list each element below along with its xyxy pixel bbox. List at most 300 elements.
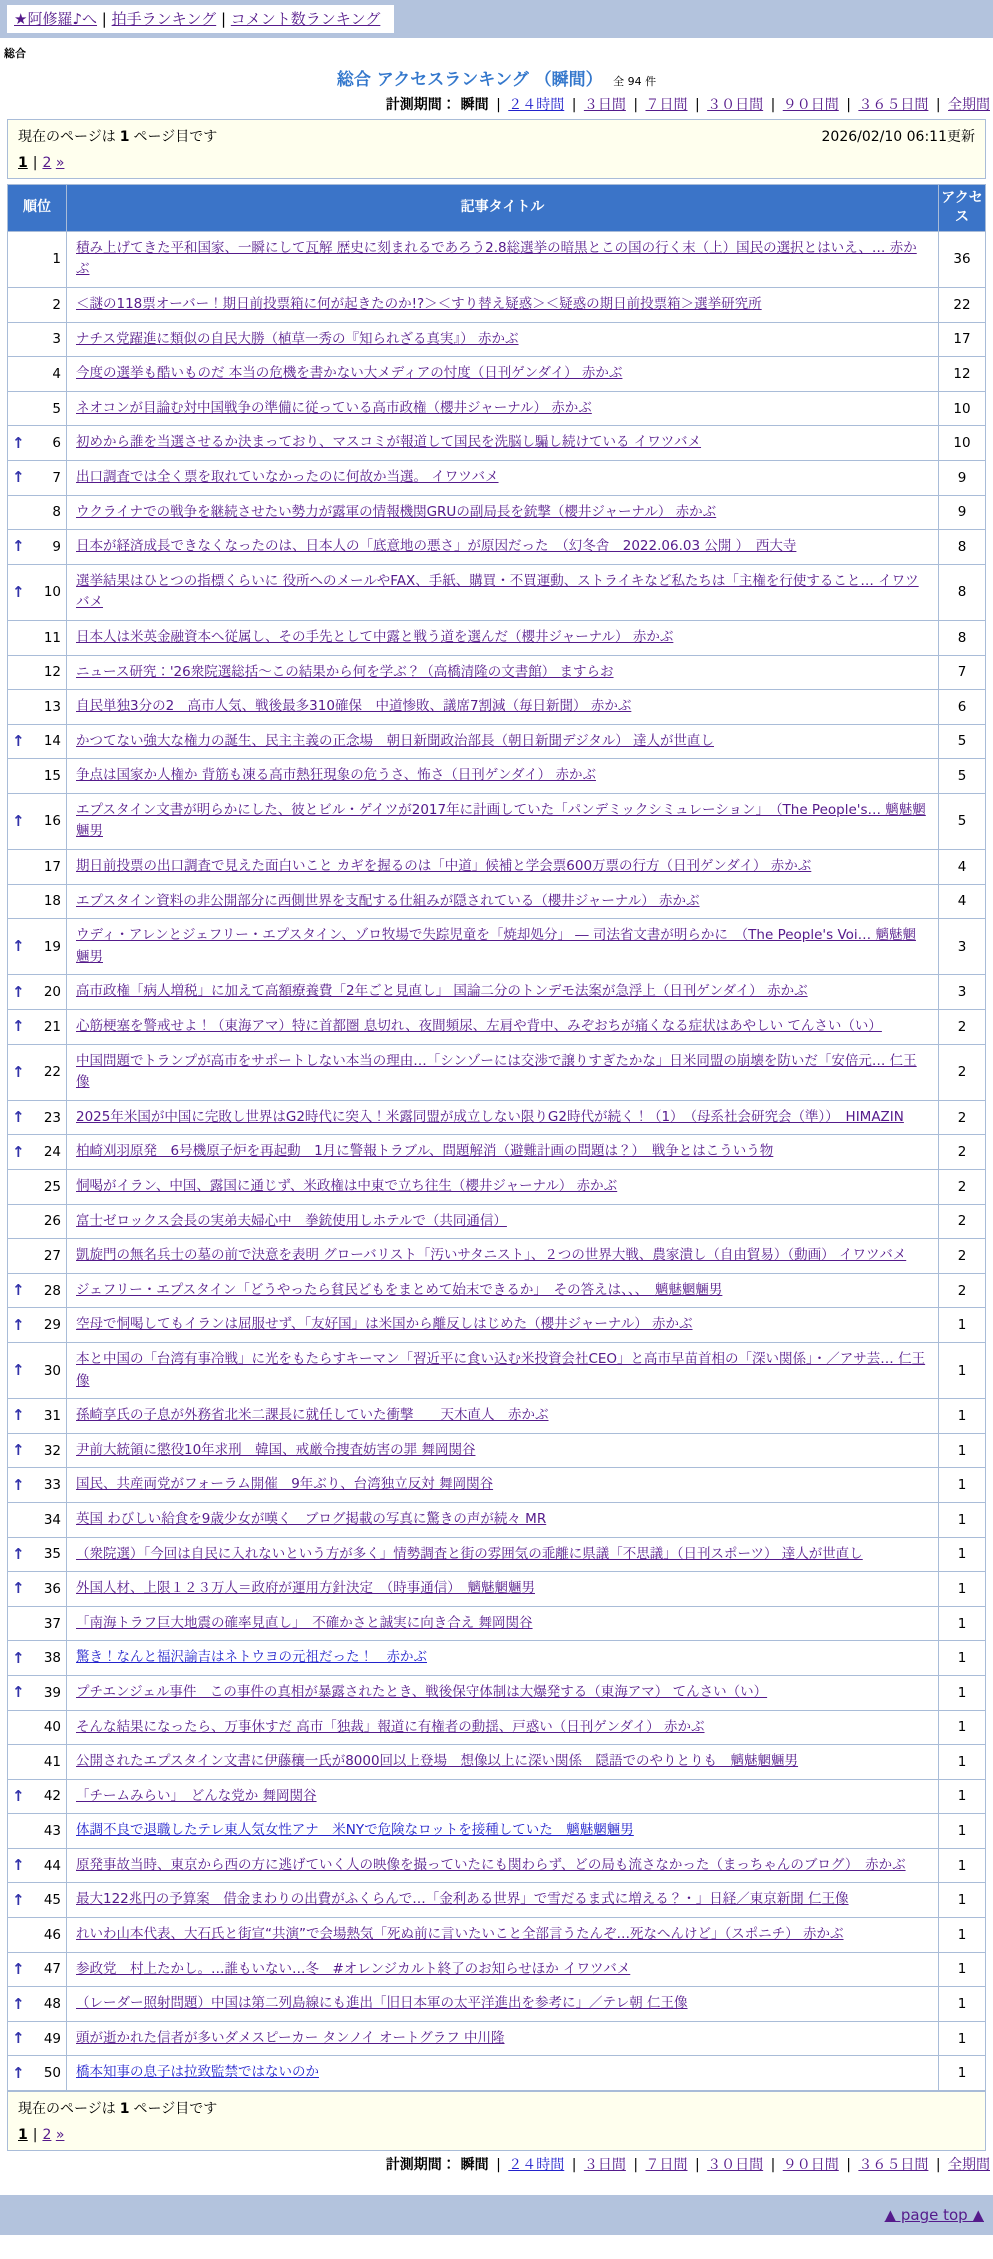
table-row [8, 426, 986, 461]
article-link[interactable]: （レーダー照射問題）中国は第二列島線にも進出「旧日本軍の太平洋進出を参考に」／テレ朝 仁王像 [76, 1995, 688, 2012]
rank-cell [8, 564, 67, 620]
period-link[interactable]: ２４時間 [508, 97, 565, 113]
rank-number: 23 [43, 1109, 61, 1126]
title-cell [67, 2056, 939, 2091]
period-separator: | [628, 2157, 643, 2174]
rank-number: 17 [43, 858, 61, 875]
table-row [8, 1952, 986, 1987]
title-cell [67, 564, 939, 620]
rank-up-icon: ↑ [12, 1856, 25, 1875]
article-link[interactable]: 出口調査では全く票を取れていなかったのに何故か当選。 イワツバメ [76, 468, 499, 485]
top-band [0, 0, 993, 38]
table-row [8, 724, 986, 759]
title-cell [67, 426, 939, 461]
table-row [8, 1987, 986, 2022]
rank-cell [8, 1433, 67, 1468]
pager-current-page: 1 [18, 155, 28, 171]
article-link[interactable]: かつてない強大な権力の誕生、民主主義の正念場 朝日新聞政治部長（朝日新聞デジタル） 達人が世直し [76, 732, 714, 749]
article-link[interactable]: 尹前大統領に懲役10年求刑 韓国、戒厳令捜査妨害の罪 舞岡関谷 [76, 1441, 476, 1458]
rank-number: 3 [52, 331, 61, 348]
rank-up-icon: ↑ [12, 811, 25, 830]
access-count: 1 [939, 1641, 986, 1676]
access-count: 1 [939, 1502, 986, 1537]
table-row [8, 1675, 986, 1710]
title-cell [67, 1135, 939, 1170]
current-page-number: 1 [119, 2101, 130, 2118]
article-link[interactable]: 参政党 村上たかし。…誰もいない…冬 #オレンジカルト終了のお知らせほか イワツバメ [76, 1960, 631, 1977]
table-row [8, 1502, 986, 1537]
rank-number: 18 [43, 893, 61, 910]
rank-up-icon: ↑ [12, 1544, 25, 1563]
table-row [8, 1606, 986, 1641]
title-cell [67, 793, 939, 849]
rank-number: 33 [43, 1477, 61, 1494]
access-count: 9 [939, 495, 986, 530]
rank-cell [8, 975, 67, 1010]
rank-cell [8, 1135, 67, 1170]
access-count: 1 [939, 1987, 986, 2022]
article-link[interactable]: 公開されたエプスタイン文書に伊藤穰一氏が8000回以上登場 想像以上に深い関係 隠語でのやりとりも 魑魅魍魎男 [76, 1753, 799, 1770]
period-link[interactable]: ３０日間 [707, 2157, 764, 2174]
article-link[interactable]: 選挙結果はひとつの指標くらいに 役所へのメールやFAX、手紙、購買・不買運動、ストライキなど私たちは「主権を行使すること… イワツバメ [76, 572, 919, 611]
article-link[interactable]: 中国問題でトランプが高市をサポートしない本当の理由…「シンゾーには交渉で譲りすぎたかな」日米同盟の崩壊を防いだ「安倍元… 仁王像 [76, 1052, 917, 1091]
article-link[interactable]: れいわ山本代表、大石氏と街宣“共演”で会場熱気「死ぬ前に言いたいこと全部言うたんぞ…死なへんけど」（スポニチ） 赤かぶ [76, 1926, 844, 1943]
rank-cell [8, 1814, 67, 1849]
page-top-link[interactable]: ▲ page top ▲ [884, 2206, 984, 2225]
article-link[interactable]: 恫喝がイラン、中国、露国に通じず、米政権は中東で立ち往生（櫻井ジャーナル） 赤かぶ [76, 1178, 618, 1194]
table-row [8, 1433, 986, 1468]
access-count: 1 [939, 1952, 986, 1987]
article-link[interactable]: 2025年米国が中国に完敗し世界はG2時代に突入！米露同盟が成立しない限りG2時代が続く！（1） （母系社会研究会（準）） HIMAZIN [76, 1108, 904, 1125]
article-link[interactable]: ネオコンが目論む対中国戦争の準備に従っている高市政権（櫻井ジャーナル） 赤かぶ [76, 399, 592, 416]
access-count: 1 [939, 1308, 986, 1343]
rank-number: 11 [43, 629, 61, 646]
article-link[interactable]: そんな結果になったら、万事休すだ 高市「独裁」報道に有権者の動揺、戸惑い（日刊ゲンダイ） 赤かぶ [76, 1718, 705, 1735]
rank-number: 5 [52, 400, 61, 417]
access-count: 5 [939, 724, 986, 759]
period-current: 瞬間 [460, 2157, 489, 2174]
rank-cell [8, 2021, 67, 2056]
table-row [8, 1779, 986, 1814]
title-cell [67, 1399, 939, 1434]
rank-cell [8, 391, 67, 426]
article-link[interactable]: 橋本知事の息子は拉致監禁ではないのか [76, 2064, 319, 2081]
rank-cell [8, 1918, 67, 1953]
article-link[interactable]: 期日前投票の出口調査で見えた面白いこと カギを握るのは「中道」候補と学会票600万票の行方（日刊ゲンダイ） 赤かぶ [76, 858, 812, 875]
rank-cell [8, 1779, 67, 1814]
rank-cell [8, 1100, 67, 1135]
pager-page-link[interactable]: » [55, 2127, 65, 2144]
access-count: 1 [939, 1537, 986, 1572]
rank-cell [8, 724, 67, 759]
title-cell [67, 1952, 939, 1987]
article-link[interactable]: 争点は国家か人権か 背筋も凍る高市熱狂現象の危うさ、怖さ（日刊ゲンダイ） 赤かぶ [76, 767, 596, 784]
period-selector [0, 2151, 993, 2179]
title-cell [67, 1044, 939, 1100]
access-count: 1 [939, 2021, 986, 2056]
title-cell [67, 322, 939, 357]
top-nav-link[interactable]: 拍手ランキング [111, 10, 217, 28]
rank-cell [8, 620, 67, 655]
article-link[interactable]: ジェフリー・エプスタイン「どうやったら貧民どもをまとめて始末できるか」 その答えは、、、 魑魅魍魎男 [76, 1281, 723, 1298]
pager-page-link[interactable]: » [55, 155, 65, 171]
title-cell [67, 1273, 939, 1308]
bottom-spacer [0, 2235, 993, 2259]
period-link[interactable]: ３６５日間 [858, 2157, 929, 2174]
article-link[interactable]: 「チームみらい」 どんな党か 舞岡関谷 [76, 1787, 317, 1804]
access-count: 22 [939, 287, 986, 322]
rank-cell [8, 919, 67, 975]
period-link[interactable]: ９０日間 [782, 97, 839, 113]
title-cell [67, 1883, 939, 1918]
title-cell [67, 1010, 939, 1045]
article-link[interactable]: （衆院選）「今回は自民に入れないという方が多く」情勢調査と街の雰囲気の乖離に県議「不思議」（日刊スポーツ） 達人が世直し [76, 1545, 863, 1562]
rank-number: 30 [43, 1362, 61, 1379]
period-link[interactable]: 全期間 [948, 2157, 990, 2174]
period-link[interactable]: ３６５日間 [858, 97, 929, 113]
rank-up-icon: ↑ [12, 731, 25, 750]
period-link[interactable]: ７日間 [645, 97, 688, 113]
article-link[interactable]: 柏崎刈羽原発 6号機原子炉を再起動 1月に警報トラブル、問題解消（避難計画の問題は？） 戦争とはこういう物 [76, 1143, 774, 1160]
ranking-table [7, 184, 986, 2091]
rank-number: 20 [43, 984, 61, 1001]
rank-number: 45 [43, 1892, 61, 1909]
period-separator: | [690, 2157, 705, 2174]
title-cell [67, 1572, 939, 1607]
title-cell [67, 1987, 939, 2022]
article-link[interactable]: ニュース研究：'26衆院選総括～この結果から何を学ぶ？（高橋清隆の文書館） ますらお [76, 663, 614, 680]
table-row [8, 1537, 986, 1572]
article-link[interactable]: 富士ゼロックス会長の実弟夫婦心中 拳銃使用しホテルで（共同通信） [76, 1212, 507, 1229]
title-cell [67, 655, 939, 690]
rank-up-icon: ↑ [12, 1648, 25, 1667]
period-link[interactable]: 全期間 [948, 97, 990, 113]
rank-number: 36 [43, 1580, 61, 1597]
rank-up-icon: ↑ [12, 1406, 25, 1425]
rank-number: 44 [43, 1857, 61, 1874]
rank-cell [8, 690, 67, 725]
title-cell [67, 1308, 939, 1343]
title-cell [67, 1502, 939, 1537]
access-count: 1 [939, 1710, 986, 1745]
rank-number: 16 [43, 813, 61, 830]
rank-cell [8, 1239, 67, 1274]
rank-number: 26 [43, 1213, 61, 1230]
current-page-suffix: ページ目です [133, 2101, 218, 2118]
table-row [8, 1572, 986, 1607]
table-row [8, 1918, 986, 1953]
rank-cell [8, 850, 67, 885]
rank-cell [8, 1606, 67, 1641]
table-row [8, 1204, 986, 1239]
access-count: 6 [939, 690, 986, 725]
period-separator: | [931, 97, 945, 113]
title-cell [67, 1710, 939, 1745]
article-link[interactable]: 日本人は米英金融資本へ従属し、その手先として中露と戦う道を選んだ（櫻井ジャーナル） 赤かぶ [76, 628, 674, 645]
period-separator: | [567, 2157, 581, 2174]
pager-page-link[interactable]: 2 [42, 155, 52, 171]
rank-cell [8, 1537, 67, 1572]
article-link[interactable]: エプスタイン資料の非公開部分に西側世界を支配する仕組みが隠されている（櫻井ジャーナル） 赤かぶ [76, 892, 700, 909]
rank-number: 8 [52, 504, 61, 521]
rank-number: 6 [52, 435, 61, 452]
rank-up-icon: ↑ [12, 468, 25, 487]
period-separator: | [931, 2157, 945, 2174]
title-cell [67, 2021, 939, 2056]
article-link[interactable]: 本と中国の「台湾有事冷戦」に光をもたらすキーマン「習近平に食い込む米投資会社CEO」と高市早苗首相の「深い関係」・／アサ芸… 仁王像 [76, 1350, 926, 1389]
rank-number: 9 [52, 538, 61, 555]
access-count: 5 [939, 793, 986, 849]
rank-up-icon: ↑ [12, 1959, 25, 1978]
rank-number: 4 [52, 365, 61, 382]
table-row [8, 1044, 986, 1100]
period-link[interactable]: ３０日間 [707, 97, 764, 113]
table-row [8, 1239, 986, 1274]
access-count: 8 [939, 530, 986, 565]
table-row [8, 1273, 986, 1308]
article-link[interactable]: 「南海トラフ巨大地震の確率見直し」 不確かさと誠実に向き合え 舞岡関谷 [76, 1614, 533, 1631]
table-row [8, 1468, 986, 1503]
rank-number: 2 [52, 296, 61, 313]
rank-up-icon: ↑ [12, 982, 25, 1001]
table-row [8, 391, 986, 426]
period-separator: | [841, 2157, 856, 2174]
access-count: 1 [939, 1814, 986, 1849]
article-link[interactable]: 外国人材、上限１２３万人＝政府が運用方針決定 （時事通信） 魑魅魍魎男 [76, 1580, 535, 1597]
period-link[interactable]: ７日間 [645, 2157, 688, 2174]
article-link[interactable]: 孫崎享氏の子息が外務省北米二課長に就任していた衝撃 天木直人 赤かぶ [76, 1407, 549, 1424]
rank-cell [8, 460, 67, 495]
pager-page-link[interactable]: 2 [42, 2127, 52, 2144]
article-link[interactable]: 初めから誰を当選させるか決まっており、マスコミが報道して国民を洗脳し騙し続けている イワツバメ [76, 434, 702, 451]
pager-box-bottom [7, 2091, 986, 2151]
article-link[interactable]: エプスタイン文書が明らかにした、彼とビル・ゲイツが2017年に計画していた「パンデミックシミュレーション」 （The People's… 魑魅魍魎男 [76, 801, 926, 840]
access-count: 1 [939, 1342, 986, 1398]
title-column-header: 記事タイトル [67, 185, 939, 232]
title-line [0, 63, 993, 91]
top-nav [7, 5, 394, 33]
table-row [8, 357, 986, 392]
article-link[interactable]: 空母で恫喝してもイランは屈服せず、「友好国」は米国から離反しはじめた（櫻井ジャーナル） 赤かぶ [76, 1316, 693, 1333]
access-count: 1 [939, 1918, 986, 1953]
access-count: 1 [939, 1399, 986, 1434]
table-row [8, 793, 986, 849]
access-count: 8 [939, 620, 986, 655]
rank-number: 49 [43, 2030, 61, 2047]
article-link[interactable]: 原発事故当時、東京から西の方に逃げていく人の映像を撮っていたにも関わらず、どの局も流さなかった（まっちゃんのブログ） 赤かぶ [76, 1856, 906, 1873]
article-link[interactable]: 国民、共産両党がフォーラム開催 9年ぶり、台湾独立反対 舞岡関谷 [76, 1476, 494, 1493]
period-link[interactable]: ３日間 [583, 97, 626, 113]
article-link[interactable]: ＜謎の118票オーバー！期日前投票箱に何が起きたのか!?＞＜すり替え疑惑＞＜疑惑の期日前投票箱＞選挙研究所 [76, 295, 762, 312]
title-cell [67, 620, 939, 655]
table-row [8, 1883, 986, 1918]
rank-cell [8, 1675, 67, 1710]
rank-number: 39 [43, 1684, 61, 1701]
period-link[interactable]: ３日間 [583, 2157, 626, 2174]
title-cell [67, 1100, 939, 1135]
access-count: 1 [939, 1468, 986, 1503]
access-column-header: アクセス [939, 185, 986, 232]
rank-cell [8, 357, 67, 392]
current-page-text [18, 2098, 217, 2118]
rank-cell [8, 287, 67, 322]
rank-cell [8, 495, 67, 530]
rank-number: 12 [43, 664, 61, 681]
article-link[interactable]: 最大122兆円の予算案 借金まわりの出費がふくらんで…「金利ある世界」で雪だるま式に増える？・」日経／東京新聞 仁王像 [76, 1891, 849, 1908]
article-link[interactable]: 頭が逝かれた信者が多いダメスピーカー タンノイ オートグラフ 中川隆 [76, 2029, 505, 2046]
title-cell [67, 391, 939, 426]
access-count: 5 [939, 759, 986, 794]
rank-cell [8, 1987, 67, 2022]
rank-up-icon: ↑ [12, 1994, 25, 2013]
table-row [8, 975, 986, 1010]
article-link[interactable]: 高市政権「病人増税」に加えて高額療養費「2年ごと見直し」 国論二分のトンデモ法案が急浮上（日刊ゲンダイ） 赤かぶ [76, 983, 808, 1000]
table-row [8, 231, 986, 287]
rank-number: 41 [43, 1753, 61, 1770]
access-count: 2 [939, 1170, 986, 1205]
title-cell [67, 1537, 939, 1572]
rank-number: 22 [43, 1064, 61, 1081]
title-cell [67, 1675, 939, 1710]
rank-cell [8, 322, 67, 357]
period-separator: | [567, 97, 581, 113]
rank-cell [8, 1952, 67, 1987]
rank-up-icon: ↑ [12, 1786, 25, 1805]
rank-up-icon: ↑ [12, 1017, 25, 1036]
table-row [8, 1848, 986, 1883]
rank-number: 38 [43, 1650, 61, 1667]
title-cell [67, 1641, 939, 1676]
access-count: 2 [939, 1010, 986, 1045]
article-link[interactable]: 積み上げてきた平和国家、一瞬にして瓦解 歴史に刻まれるであろう2.8総選挙の暗黒とこの国の行く末（上）国民の選択とはいえ、… 赤かぶ [76, 239, 917, 278]
article-link[interactable]: 日本が経済成長できなくなったのは、日本人の「底意地の悪さ」が原因だった （幻冬舎 2022.06.03 公開 ） 西大寺 [76, 538, 797, 555]
table-row [8, 1641, 986, 1676]
table-row [8, 460, 986, 495]
rank-up-icon: ↑ [12, 2063, 25, 2082]
rank-up-icon: ↑ [12, 1890, 25, 1909]
rank-number: 21 [43, 1018, 61, 1035]
table-row [8, 564, 986, 620]
article-link[interactable]: ウクライナでの戦争を継続させたい勢力が露軍の情報機関GRUの副局長を銃撃（櫻井ジャーナル） 赤かぶ [76, 503, 717, 520]
rank-cell [8, 1399, 67, 1434]
top-nav-link[interactable]: ★阿修羅♪へ [14, 10, 98, 28]
rank-cell [8, 1745, 67, 1780]
rank-number: 37 [43, 1615, 61, 1632]
rank-number: 28 [43, 1282, 61, 1299]
current-page-number: 1 [119, 129, 130, 145]
rank-number: 10 [43, 584, 61, 601]
title-cell [67, 1170, 939, 1205]
article-link[interactable]: 心筋梗塞を警戒せよ！（東海アマ）特に首都圏 息切れ、夜間頻尿、左肩や背中、みぞおちが痛くなる症状はあやしい てんさい（い） [76, 1018, 882, 1035]
article-link[interactable]: ナチス党躍進に類似の自民大勝（植草一秀の『知られざる真実』） 赤かぶ [76, 330, 519, 347]
access-count: 1 [939, 1606, 986, 1641]
period-link[interactable]: ９０日間 [782, 2157, 839, 2174]
top-nav-link[interactable]: コメント数ランキング [230, 10, 381, 28]
period-label: 計測期間： [385, 2157, 461, 2174]
title-cell [67, 1745, 939, 1780]
rank-number: 29 [43, 1317, 61, 1334]
article-link[interactable]: 体調不良で退職したテレ東人気女性アナ 米NYで危険なロットを接種していた 魑魅魍魎男 [76, 1822, 634, 1839]
current-page-prefix: 現在のページは [18, 129, 116, 145]
rank-number: 19 [43, 938, 61, 955]
rank-up-icon: ↑ [12, 1142, 25, 1161]
article-link[interactable]: 自民単独3分の2 高市人気、戦後最多310確保 中道惨敗、議席7割減（毎日新聞） 赤かぶ [76, 698, 632, 715]
table-body [8, 231, 986, 2090]
rank-number: 35 [43, 1546, 61, 1563]
access-count: 3 [939, 975, 986, 1010]
table-row [8, 530, 986, 565]
table-row [8, 287, 986, 322]
table-row [8, 850, 986, 885]
rank-up-icon: ↑ [12, 537, 25, 556]
rank-cell [8, 884, 67, 919]
table-row [8, 884, 986, 919]
article-link[interactable]: 驚き！なんと福沢諭吉はネトウヨの元祖だった！ 赤かぶ [76, 1649, 427, 1666]
rank-number: 13 [43, 698, 61, 715]
title-cell [67, 1468, 939, 1503]
table-row [8, 1814, 986, 1849]
rank-cell [8, 1468, 67, 1503]
pager-current-page: 1 [18, 2127, 28, 2144]
rank-up-icon: ↑ [12, 1579, 25, 1598]
current-page-suffix: ページ目です [133, 129, 218, 145]
article-link[interactable]: プチエンジェル事件 この事件の真相が暴露されたとき、戦後保守体制は大爆発する（東海アマ） てんさい（い） [76, 1683, 768, 1700]
rank-cell [8, 793, 67, 849]
article-link[interactable]: ウディ・アレンとジェフリー・エプスタイン、ゾロ牧場で失踪児童を「焼却処分」 ― 司法省文書が明らかに （The People's Voi… 魑魅魍魎男 [76, 927, 916, 965]
access-count: 2 [939, 1135, 986, 1170]
pager-box-top [7, 119, 986, 179]
pager-separator: | [32, 2127, 38, 2144]
title-cell [67, 1814, 939, 1849]
rank-up-icon: ↑ [12, 433, 25, 452]
table-row [8, 1399, 986, 1434]
table-row [8, 495, 986, 530]
article-link[interactable]: 英国 わびしい給食を9歳少女が嘆く ブログ掲載の写真に驚きの声が続々 MR [76, 1510, 547, 1527]
period-separator: | [491, 97, 506, 113]
title-cell [67, 1433, 939, 1468]
access-count: 2 [939, 1204, 986, 1239]
rank-up-icon: ↑ [12, 1441, 25, 1460]
current-page-text [18, 126, 217, 146]
article-link[interactable]: 今度の選挙も酷いものだ 本当の危機を書かない大メディアの忖度（日刊ゲンダイ） 赤かぶ [76, 365, 623, 382]
access-count: 9 [939, 460, 986, 495]
title-cell [67, 759, 939, 794]
title-cell [67, 530, 939, 565]
access-count: 1 [939, 2056, 986, 2091]
title-cell [67, 287, 939, 322]
rank-up-icon: ↑ [12, 2029, 25, 2048]
rank-cell [8, 426, 67, 461]
table-row [8, 1308, 986, 1343]
article-link[interactable]: 凱旋門の無名兵士の墓の前で決意を表明 グローバリスト「汚いサタニスト」、２つの世界大戦、農家潰し（自由貿易）（動画） イワツバメ [76, 1247, 907, 1264]
title-cell [67, 1239, 939, 1274]
rank-number: 1 [52, 251, 61, 268]
period-selector [0, 91, 993, 119]
access-count: 1 [939, 1572, 986, 1607]
breadcrumb: 総合 [4, 47, 26, 60]
access-count: 2 [939, 1273, 986, 1308]
table-row [8, 655, 986, 690]
rank-cell [8, 1883, 67, 1918]
rank-cell [8, 655, 67, 690]
rank-cell [8, 231, 67, 287]
access-count: 2 [939, 1239, 986, 1274]
period-separator: | [766, 97, 780, 113]
rank-number: 7 [52, 469, 61, 486]
period-link[interactable]: ２４時間 [508, 2157, 565, 2174]
rank-number: 15 [43, 768, 61, 785]
rank-cell [8, 1044, 67, 1100]
